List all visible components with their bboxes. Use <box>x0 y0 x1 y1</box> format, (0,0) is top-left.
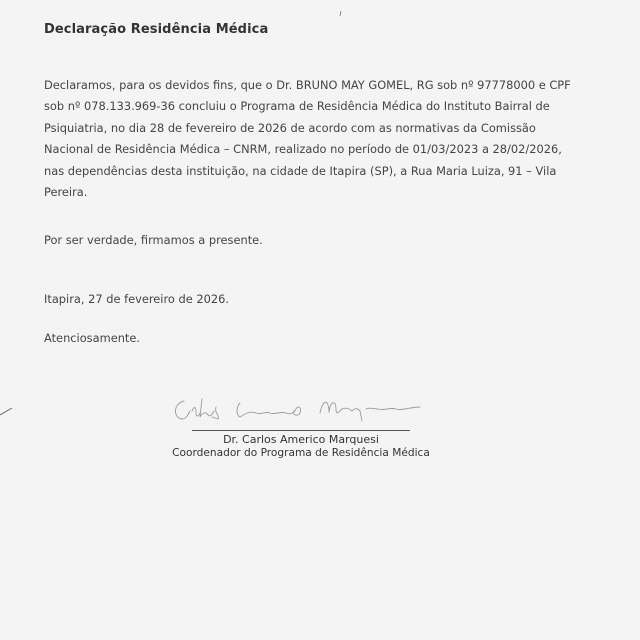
document-title: Declaração Residência Médica <box>44 22 269 37</box>
paragraph-line: Pereira. <box>44 185 88 200</box>
handwritten-signature <box>170 393 430 423</box>
signatory-name: Dr. Carlos Americo Marquesi <box>223 433 379 446</box>
declaration-paragraph <box>44 75 604 203</box>
scan-speck <box>339 10 343 18</box>
salutation: Atenciosamente. <box>44 331 141 345</box>
signature-line <box>192 430 410 431</box>
closing-statement: Por ser verdade, firmamos a presente. <box>44 233 263 247</box>
paragraph-line: sob nº 078.133.969-36 concluiu o Programa de Residência Médica do Instituto Bairral de <box>44 99 550 114</box>
paragraph-line: Nacional de Residência Médica – CNRM, realizado no período de 01/03/2023 a 28/02/2026, <box>44 142 562 157</box>
place-and-date: Itapira, 27 de fevereiro de 2026. <box>44 292 229 306</box>
paragraph-line: Psiquiatria, no dia 28 de fevereiro de 2026 de acordo com as normativas da Comissão <box>44 120 536 135</box>
paragraph-line: Declaramos, para os devidos fins, que o Dr. BRUNO MAY GOMEL, RG sob nº 97778000 e CPF <box>44 78 571 92</box>
signatory-role: Coordenador do Programa de Residência Médica <box>172 447 430 459</box>
paragraph-line: nas dependências desta instituição, na cidade de Itapira (SP), a Rua Maria Luiza, 91 – Vila <box>44 163 557 178</box>
scan-mark <box>0 405 14 417</box>
